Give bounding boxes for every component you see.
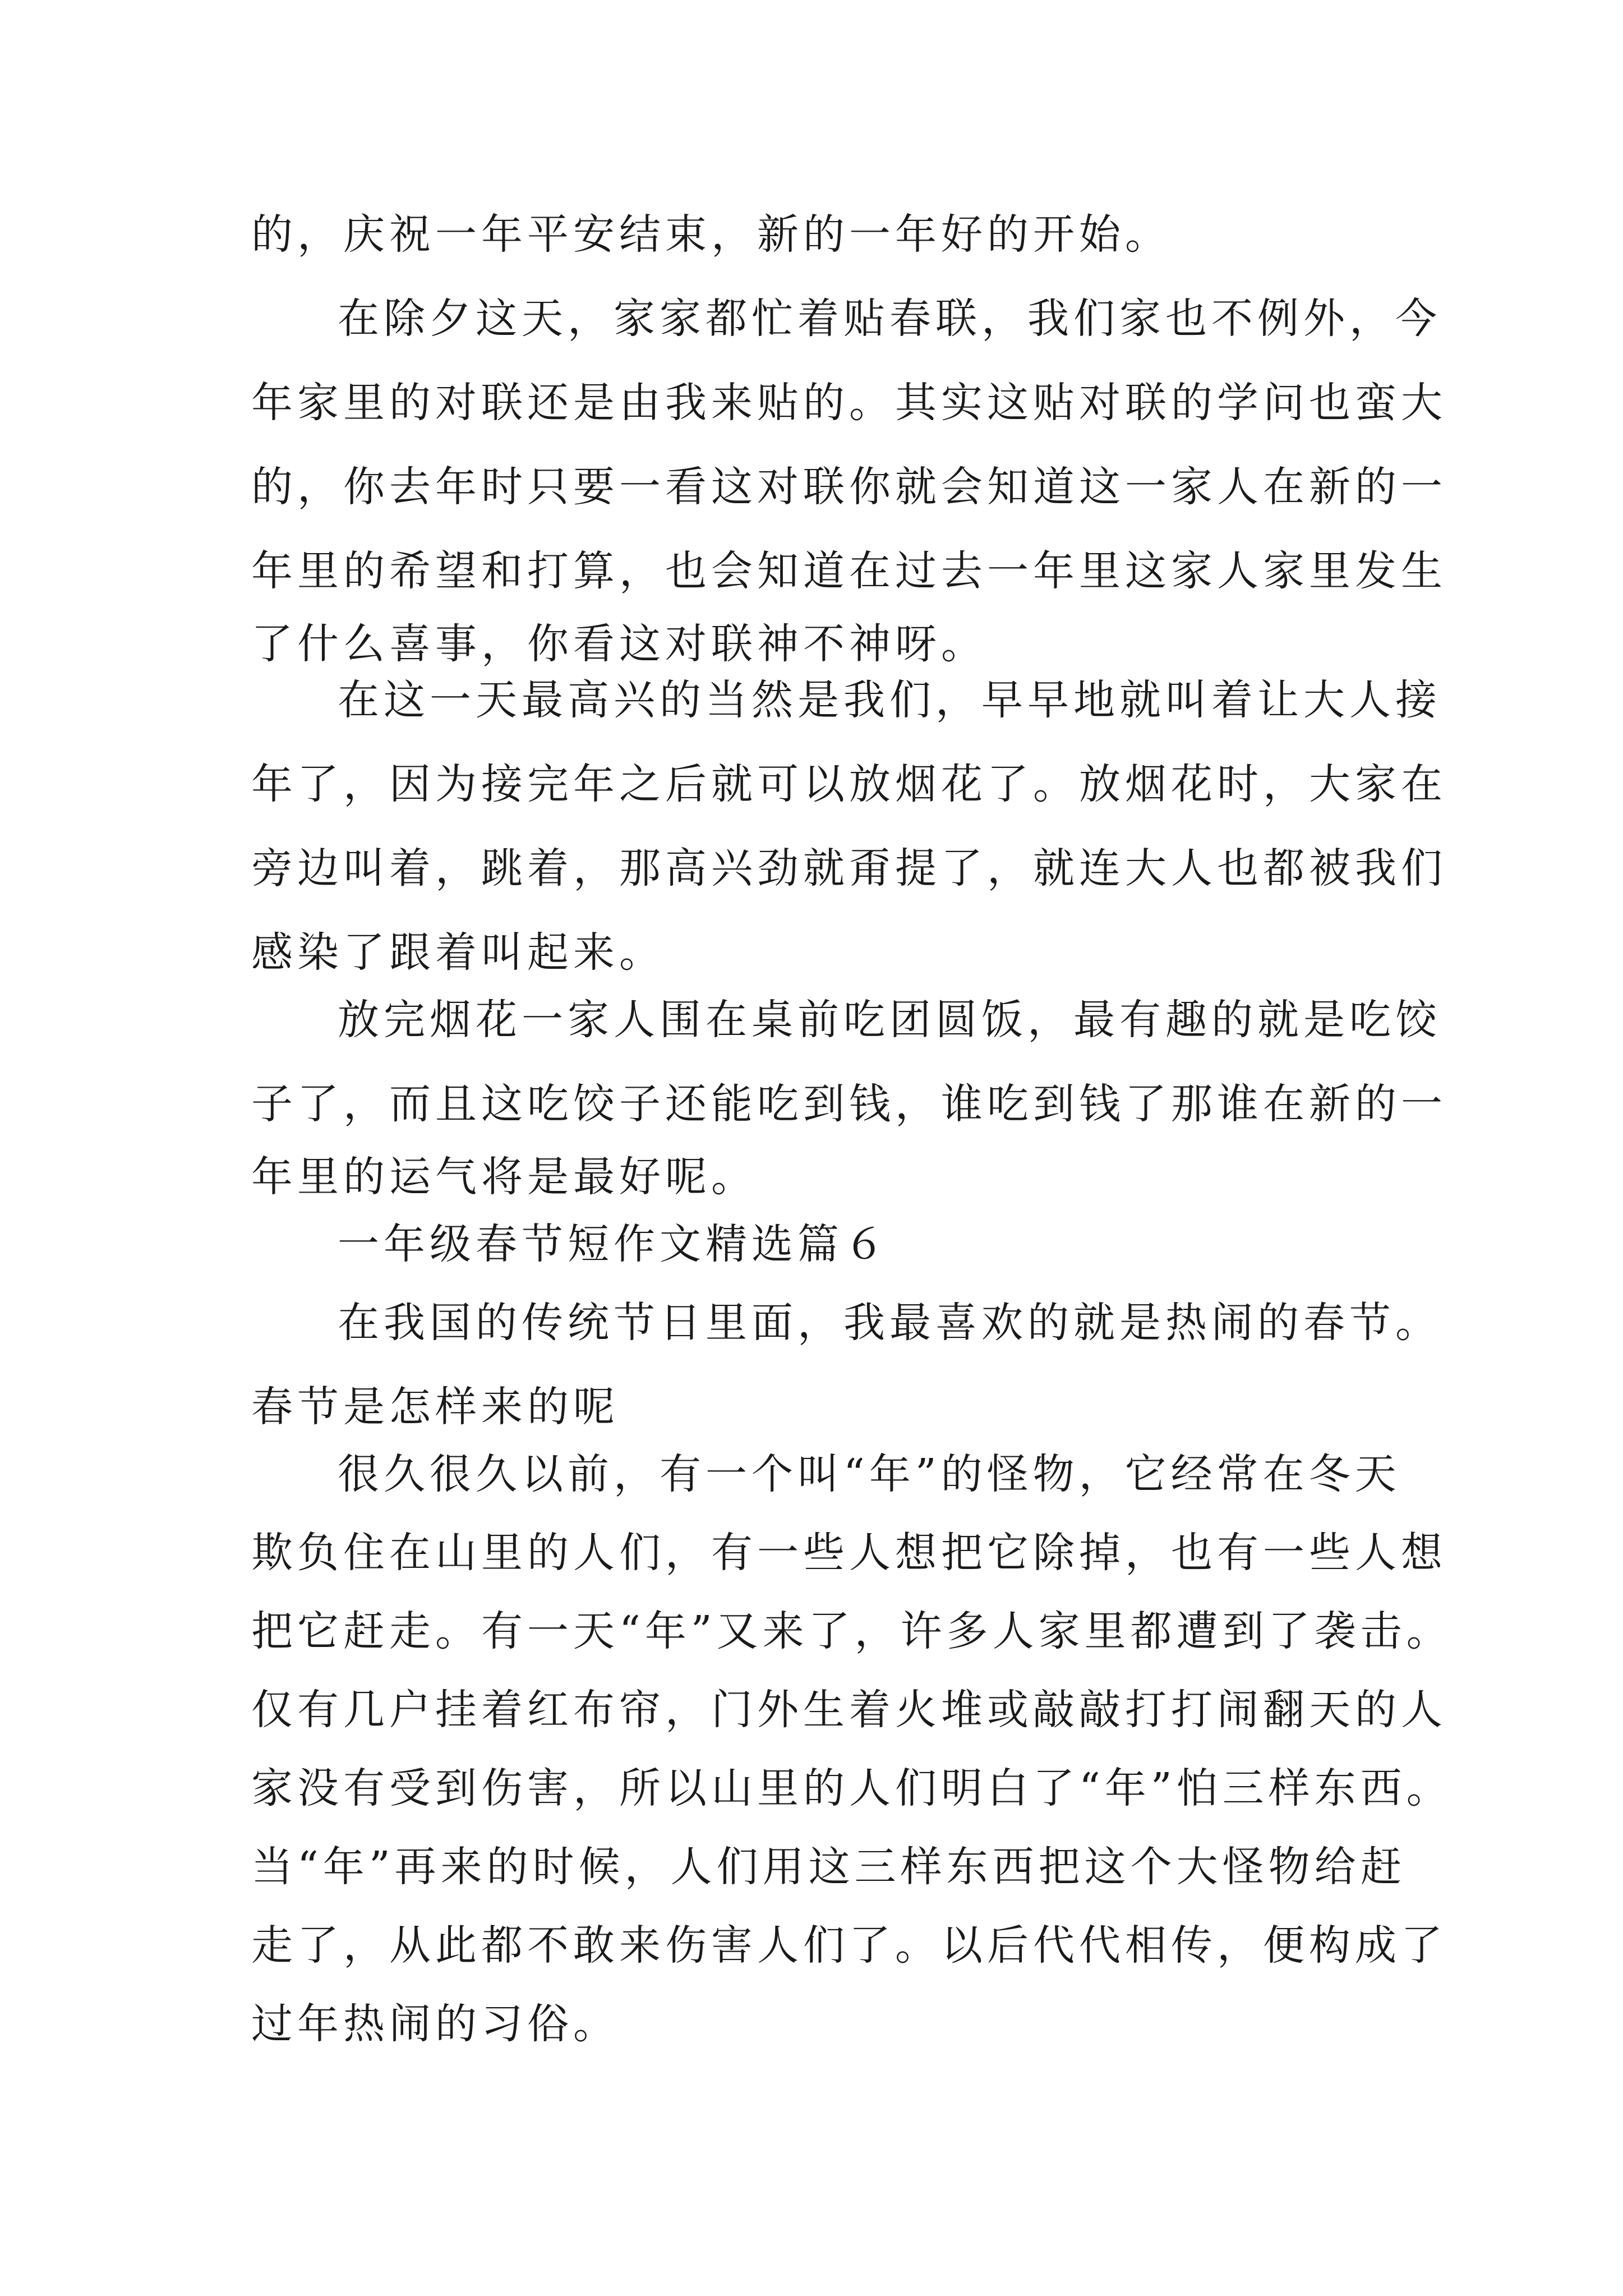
text-line: 在这一天最高兴的当然是我们，早早地就叫着让大人接 <box>338 676 1441 724</box>
text-line: 年里的运气将是最好呢。 <box>251 1153 757 1201</box>
text-line: 在我国的传统节日里面，我最喜欢的就是热闹的春节。 <box>338 1299 1441 1347</box>
text-line: 旁边叫着，跳着，那高兴劲就甭提了，就连大人也都被我们 <box>251 844 1447 892</box>
text-line: 春节是怎样来的呢 <box>251 1383 619 1431</box>
text-line: 感染了跟着叫起来。 <box>251 928 665 977</box>
text-line: 了什么喜事，你看这对联神不神呀。 <box>251 620 987 668</box>
text-line: 的，你去年时只要一看这对联你就会知道这一家人在新的一 <box>251 463 1447 511</box>
text-line: 放完烟花一家人围在桌前吃团圆饭，最有趣的就是吃饺 <box>338 996 1441 1044</box>
text-line: 在除夕这天，家家都忙着贴春联，我们家也不例外，今 <box>338 295 1441 343</box>
text-line: 把它赶走。有一天“年”又来了，许多人家里都遭到了袭击。 <box>251 1607 1453 1655</box>
text-line: 很久很久以前，有一个叫“年”的怪物，它经常在冬天 <box>338 1450 1401 1498</box>
text-line: 过年热闹的习俗。 <box>251 2000 619 2048</box>
text-line: 的，庆祝一年平安结束，新的一年好的开始。 <box>251 210 1171 259</box>
section-heading: 一年级春节短作文精选篇６ <box>338 1220 889 1268</box>
text-line: 年里的希望和打算，也会知道在过去一年里这家人家里发生 <box>251 547 1447 595</box>
text-line: 当“年”再来的时候，人们用这三样东西把这个大怪物给赶 <box>251 1843 1407 1891</box>
text-line: 欺负住在山里的人们，有一些人想把它除掉，也有一些人想 <box>251 1529 1447 1577</box>
text-line: 子了，而且这吃饺子还能吃到钱，谁吃到钱了那谁在新的一 <box>251 1080 1447 1128</box>
text-line: 走了，从此都不敢来伤害人们了。以后代代相传，便构成了 <box>251 1921 1447 1970</box>
text-line: 家没有受到伤害，所以山里的人们明白了“年”怕三样东西。 <box>251 1764 1453 1812</box>
text-line: 仅有几户挂着红布帘，门外生着火堆或敲敲打打闹翻天的人 <box>251 1686 1447 1734</box>
text-line: 年家里的对联还是由我来贴的。其实这贴对联的学问也蛮大 <box>251 379 1447 427</box>
text-line: 年了，因为接完年之后就可以放烟花了。放烟花时，大家在 <box>251 760 1447 808</box>
